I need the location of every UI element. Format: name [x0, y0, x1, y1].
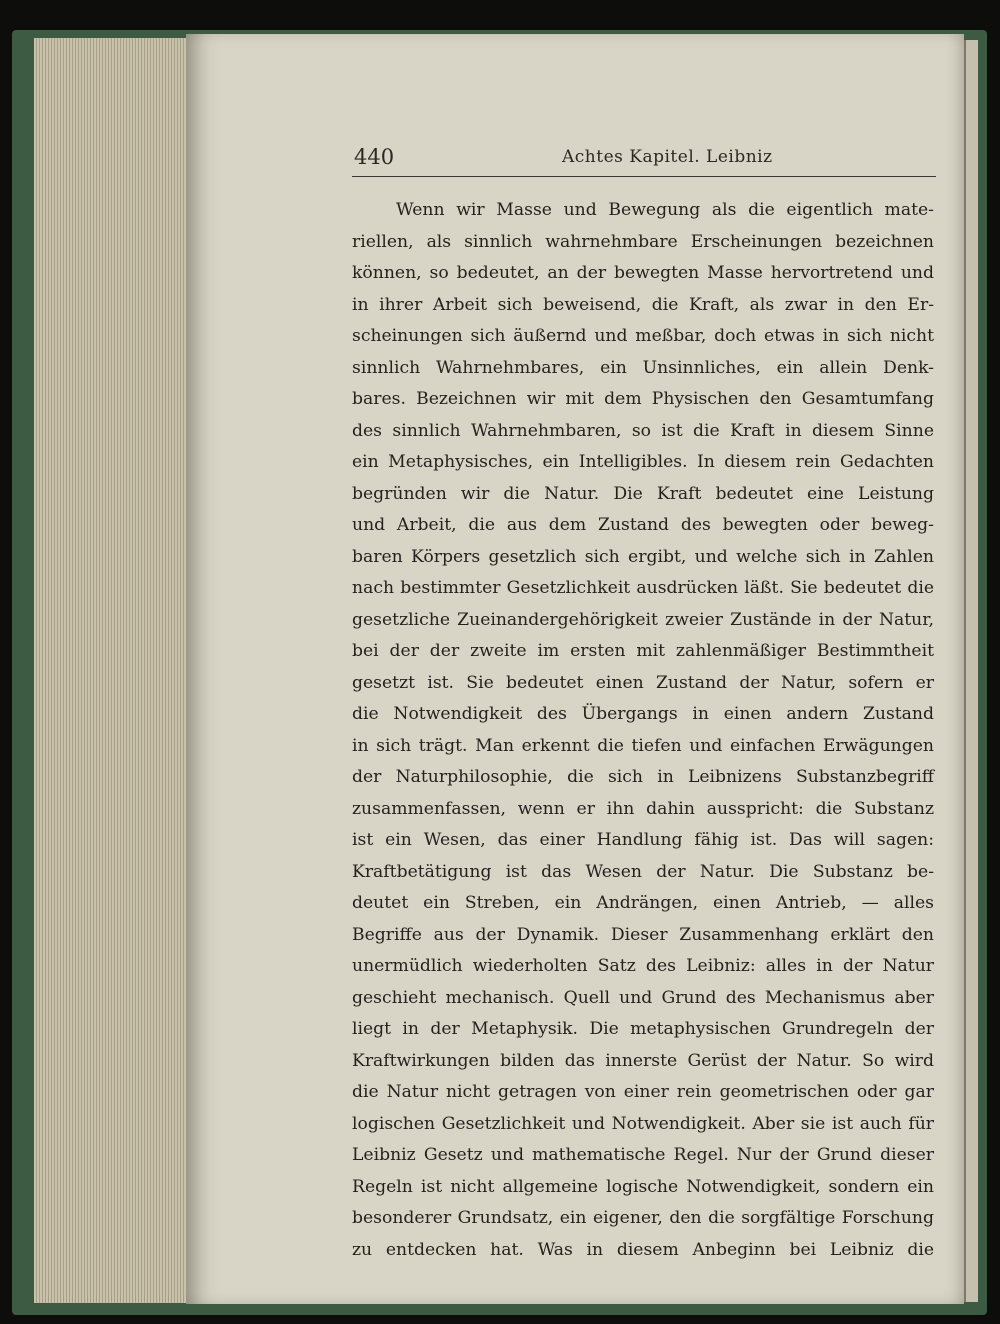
text-line: können, so bedeutet, an der bewegten Masse hervortretend und [352, 263, 934, 283]
text-line: und Arbeit, die aus dem Zustand des bewegten oder beweg- [352, 515, 934, 535]
text-line: begründen wir die Natur. Die Kraft bedeutet eine Leistung [352, 483, 934, 504]
text-line: gesetzt ist. Sie bedeutet einen Zustand der Natur, sofern er [352, 672, 934, 693]
text-line: ein Metaphysisches, ein Intelligibles. In diesem rein Gedachten [352, 452, 934, 472]
facing-page-edge [964, 40, 978, 1302]
page-edges [34, 38, 187, 1303]
text-line: in sich trägt. Man erkennt die tiefen und einfachen Erwägungen [352, 735, 934, 756]
text-line: Kraftbetätigung ist das Wesen der Natur. Die Substanz be- [352, 861, 934, 882]
text-line: unermüdlich wiederholten Satz des Leibniz: alles in der Natur [352, 956, 934, 976]
text-line: logischen Gesetzlichkeit und Notwendigkeit. Aber sie ist auch für [352, 1113, 934, 1134]
text-line: geschieht mechanisch. Quell und Grund des Mechanismus aber [352, 987, 934, 1008]
text-line: die Natur nicht getragen von einer rein geometrischen oder gar [352, 1082, 934, 1102]
text-line: sinnlich Wahrnehmbares, ein Unsinnliches, ein allein Denk- [352, 357, 934, 378]
page-number: 440 [354, 145, 395, 169]
text-line: besonderer Grundsatz, ein eigener, den die sorgfältige Forschung [352, 1208, 934, 1228]
text-line: Leibniz Gesetz und mathematische Regel. Nur der Grund dieser [352, 1145, 934, 1165]
chapter-title: Achtes Kapitel. Leibniz [562, 147, 773, 167]
text-line: Wenn wir Masse und Bewegung als die eigentlich mate- [396, 200, 934, 220]
header-rule [352, 176, 936, 177]
text-line: die Notwendigkeit des Übergangs in einen andern Zustand [352, 704, 934, 724]
text-line: Begriffe aus der Dynamik. Dieser Zusammenhang erklärt den [352, 924, 934, 945]
text-line: des sinnlich Wahrnehmbaren, so ist die Kraft in diesem Sinne [352, 420, 934, 441]
running-head [352, 145, 934, 173]
text-line: deutet ein Streben, ein Andrängen, einen Antrieb, — alles [352, 893, 934, 913]
text-line: riellen, als sinnlich wahrnehmbare Erscheinungen bezeichnen [352, 231, 934, 252]
body-text [352, 195, 934, 1266]
text-line: baren Körpers gesetzlich sich ergibt, und welche sich in Zahlen [352, 546, 934, 567]
text-line: Kraftwirkungen bilden das innerste Gerüst der Natur. So wird [352, 1050, 934, 1071]
text-line: zu entdecken hat. Was in diesem Anbeginn bei Leibniz die [352, 1239, 934, 1260]
text-line: liegt in der Metaphysik. Die metaphysischen Grundregeln der [352, 1019, 934, 1039]
text-line: gesetzliche Zueinandergehörigkeit zweier Zustände in der Natur, [352, 609, 934, 630]
text-line: nach bestimmter Gesetzlichkeit ausdrücken läßt. Sie bedeutet die [352, 578, 934, 598]
text-line: scheinungen sich äußernd und meßbar, doch etwas in sich nicht [352, 326, 934, 346]
text-line: zusammenfassen, wenn er ihn dahin ausspricht: die Substanz [352, 798, 934, 819]
text-line: bei der der zweite im ersten mit zahlenmäßiger Bestimmtheit [352, 641, 934, 661]
text-line: bares. Bezeichnen wir mit dem Physischen den Gesamtumfang [352, 389, 934, 409]
text-line: in ihrer Arbeit sich beweisend, die Kraft, als zwar in den Er- [352, 294, 934, 315]
text-line: der Naturphilosophie, die sich in Leibnizens Substanzbegriff [352, 767, 934, 787]
text-line: ist ein Wesen, das einer Handlung fähig ist. Das will sagen: [352, 830, 934, 850]
text-line: Regeln ist nicht allgemeine logische Notwendigkeit, sondern ein [352, 1176, 934, 1197]
